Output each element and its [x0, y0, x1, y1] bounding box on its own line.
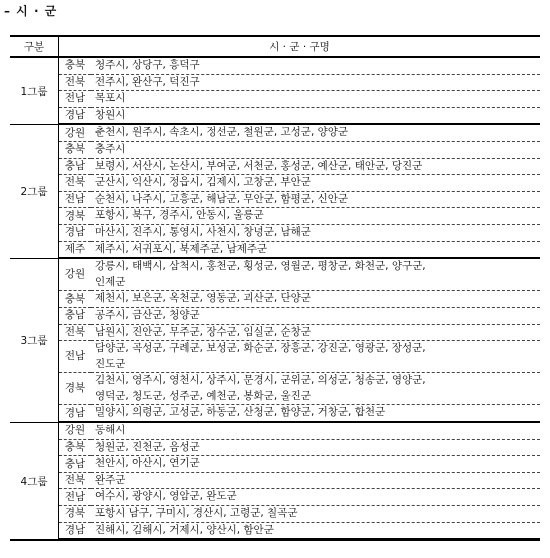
city-line: 동해시 — [95, 424, 126, 437]
region-name: 강원 — [59, 125, 91, 141]
region-name: 전북 — [59, 175, 91, 192]
city-list — [91, 341, 540, 373]
region-group-table — [10, 35, 540, 541]
city-list — [91, 125, 540, 141]
city-list — [91, 324, 540, 341]
region-row — [59, 373, 540, 405]
region-row — [59, 91, 540, 108]
city-list — [91, 506, 540, 523]
city-list — [91, 107, 540, 124]
city-list — [91, 74, 540, 91]
group-row — [10, 259, 540, 423]
header-group: 구분 — [10, 36, 59, 57]
section-title: – 시 · 군 — [4, 4, 58, 18]
group-cities-cell — [59, 57, 541, 125]
region-name: 경북 — [59, 208, 91, 225]
city-line: 목포시 — [95, 92, 126, 105]
group-label: 2그룹 — [10, 125, 59, 259]
city-line: 마산시, 진주시, 통영시, 사천시, 창녕군, 남해군 — [95, 225, 311, 238]
city-line: 천안시, 아산시, 연기군 — [95, 457, 200, 470]
header-names: 시 · 군 · 구명 — [59, 36, 541, 57]
region-row — [59, 506, 540, 523]
city-line: 춘천시, 원주시, 속초시, 정선군, 철원군, 고성군, 양양군 — [95, 126, 349, 139]
city-list — [91, 291, 540, 308]
region-row — [59, 241, 540, 258]
group-label: 4그룹 — [10, 423, 59, 541]
city-line: 전주시, 완산구, 덕진구 — [95, 75, 200, 88]
region-name: 충북 — [59, 58, 91, 74]
region-row — [59, 175, 540, 192]
region-row — [59, 224, 540, 241]
city-list — [91, 456, 540, 473]
city-line: 인제군 — [95, 275, 126, 288]
region-name: 전북 — [59, 74, 91, 91]
region-name: 전북 — [59, 472, 91, 489]
region-list — [59, 58, 540, 124]
region-name: 충북 — [59, 291, 91, 308]
city-list — [91, 141, 540, 158]
city-list — [91, 439, 540, 456]
region-row — [59, 259, 540, 291]
group-row — [10, 125, 540, 259]
region-row — [59, 191, 540, 208]
city-list — [91, 472, 540, 489]
city-line: 순천시, 나주시, 고흥군, 해남군, 무안군, 함평군, 신안군 — [95, 192, 349, 205]
group-row — [10, 423, 540, 541]
region-name: 강원 — [59, 259, 91, 291]
city-line: 청주시, 상당구, 흥덕구 — [95, 59, 200, 71]
city-line: 진해시, 김해시, 거제시, 양산시, 함안군 — [95, 523, 274, 536]
region-name: 경남 — [59, 405, 91, 422]
region-row — [59, 74, 540, 91]
city-line: 제천시, 보은군, 옥천군, 영동군, 괴산군, 단양군 — [95, 292, 311, 305]
city-list — [91, 405, 540, 422]
region-name: 강원 — [59, 423, 91, 439]
city-list — [91, 259, 540, 291]
city-line: 여수시, 광양시, 영암군, 완도군 — [95, 490, 237, 503]
city-list — [91, 58, 540, 74]
region-row — [59, 439, 540, 456]
table-header-row — [10, 36, 540, 57]
region-name: 경북 — [59, 506, 91, 523]
region-row — [59, 141, 540, 158]
city-list — [91, 175, 540, 192]
city-list — [91, 423, 540, 439]
city-list — [91, 307, 540, 324]
region-name: 충북 — [59, 439, 91, 456]
region-row — [59, 456, 540, 473]
region-list — [59, 125, 540, 258]
city-line: 보령시, 서산시, 논산시, 부여군, 서천군, 홍성군, 예산군, 태안군, 당진군 — [95, 159, 423, 172]
city-line: 포항시, 북구, 경주시, 안동시, 울릉군 — [95, 209, 264, 222]
region-row — [59, 405, 540, 422]
city-list — [91, 489, 540, 506]
region-name: 충남 — [59, 456, 91, 473]
region-row — [59, 423, 540, 439]
city-line: 진도군 — [95, 357, 126, 370]
city-line: 김천시, 영주시, 영천시, 상주시, 문경시, 군위군, 의성군, 청송군, 영양군, — [95, 374, 426, 387]
region-name: 충남 — [59, 158, 91, 175]
region-name: 전남 — [59, 91, 91, 108]
city-line: 포항시 남구, 구미시, 경산시, 고령군, 칠곡군 — [95, 507, 298, 520]
city-line: 공주시, 금산군, 청양군 — [95, 308, 200, 321]
city-line: 영덕군, 청도군, 성주군, 예천군, 봉화군, 울진군 — [95, 389, 311, 402]
group-row — [10, 57, 540, 125]
region-list — [59, 423, 540, 539]
city-line: 충주시 — [95, 142, 126, 155]
city-line: 제주시, 서귀포시, 북제주군, 남제주군 — [95, 242, 268, 255]
city-line: 강릉시, 태백시, 삼척시, 홍천군, 횡성군, 영월군, 평창군, 화천군, 양구군, — [95, 260, 426, 273]
group-cities-cell — [59, 423, 541, 541]
city-list — [91, 91, 540, 108]
city-line: 담양군, 곡성군, 구례군, 보성군, 화순군, 장흥군, 강진군, 영광군, 장성군, — [95, 342, 426, 355]
city-list — [91, 158, 540, 175]
region-row — [59, 158, 540, 175]
region-name: 경북 — [59, 373, 91, 405]
region-row — [59, 208, 540, 225]
city-line: 완주군 — [95, 473, 126, 486]
region-name: 전남 — [59, 489, 91, 506]
group-label: 3그룹 — [10, 259, 59, 423]
region-name: 충북 — [59, 141, 91, 158]
city-list — [91, 224, 540, 241]
city-list — [91, 208, 540, 225]
region-row — [59, 107, 540, 124]
region-row — [59, 472, 540, 489]
region-name: 충남 — [59, 307, 91, 324]
city-line: 청원군, 진천군, 음성군 — [95, 440, 200, 453]
region-row — [59, 58, 540, 74]
city-list — [91, 191, 540, 208]
region-row — [59, 291, 540, 308]
city-list — [91, 373, 540, 405]
region-row — [59, 341, 540, 373]
group-cities-cell — [59, 259, 541, 423]
region-name: 경남 — [59, 107, 91, 124]
group-cities-cell — [59, 125, 541, 259]
region-row — [59, 125, 540, 141]
city-list — [91, 241, 540, 258]
group-label: 1그룹 — [10, 57, 59, 125]
region-row — [59, 324, 540, 341]
city-line: 창원시 — [95, 108, 126, 121]
region-row — [59, 307, 540, 324]
city-list — [91, 522, 540, 539]
region-name: 전북 — [59, 324, 91, 341]
region-row — [59, 489, 540, 506]
region-name: 전남 — [59, 341, 91, 373]
region-name: 전남 — [59, 191, 91, 208]
city-line: 군산시, 익산시, 정읍시, 김제시, 고창군, 부안군 — [95, 176, 311, 189]
region-name: 제주 — [59, 241, 91, 258]
region-name: 경남 — [59, 522, 91, 539]
region-list — [59, 259, 540, 422]
city-line: 남원시, 진안군, 무주군, 장수군, 임실군, 순창군 — [95, 325, 311, 338]
city-line: 밀양시, 의령군, 고성군, 하동군, 산청군, 함양군, 거창군, 합천군 — [95, 406, 386, 419]
region-row — [59, 522, 540, 539]
region-name: 경남 — [59, 224, 91, 241]
